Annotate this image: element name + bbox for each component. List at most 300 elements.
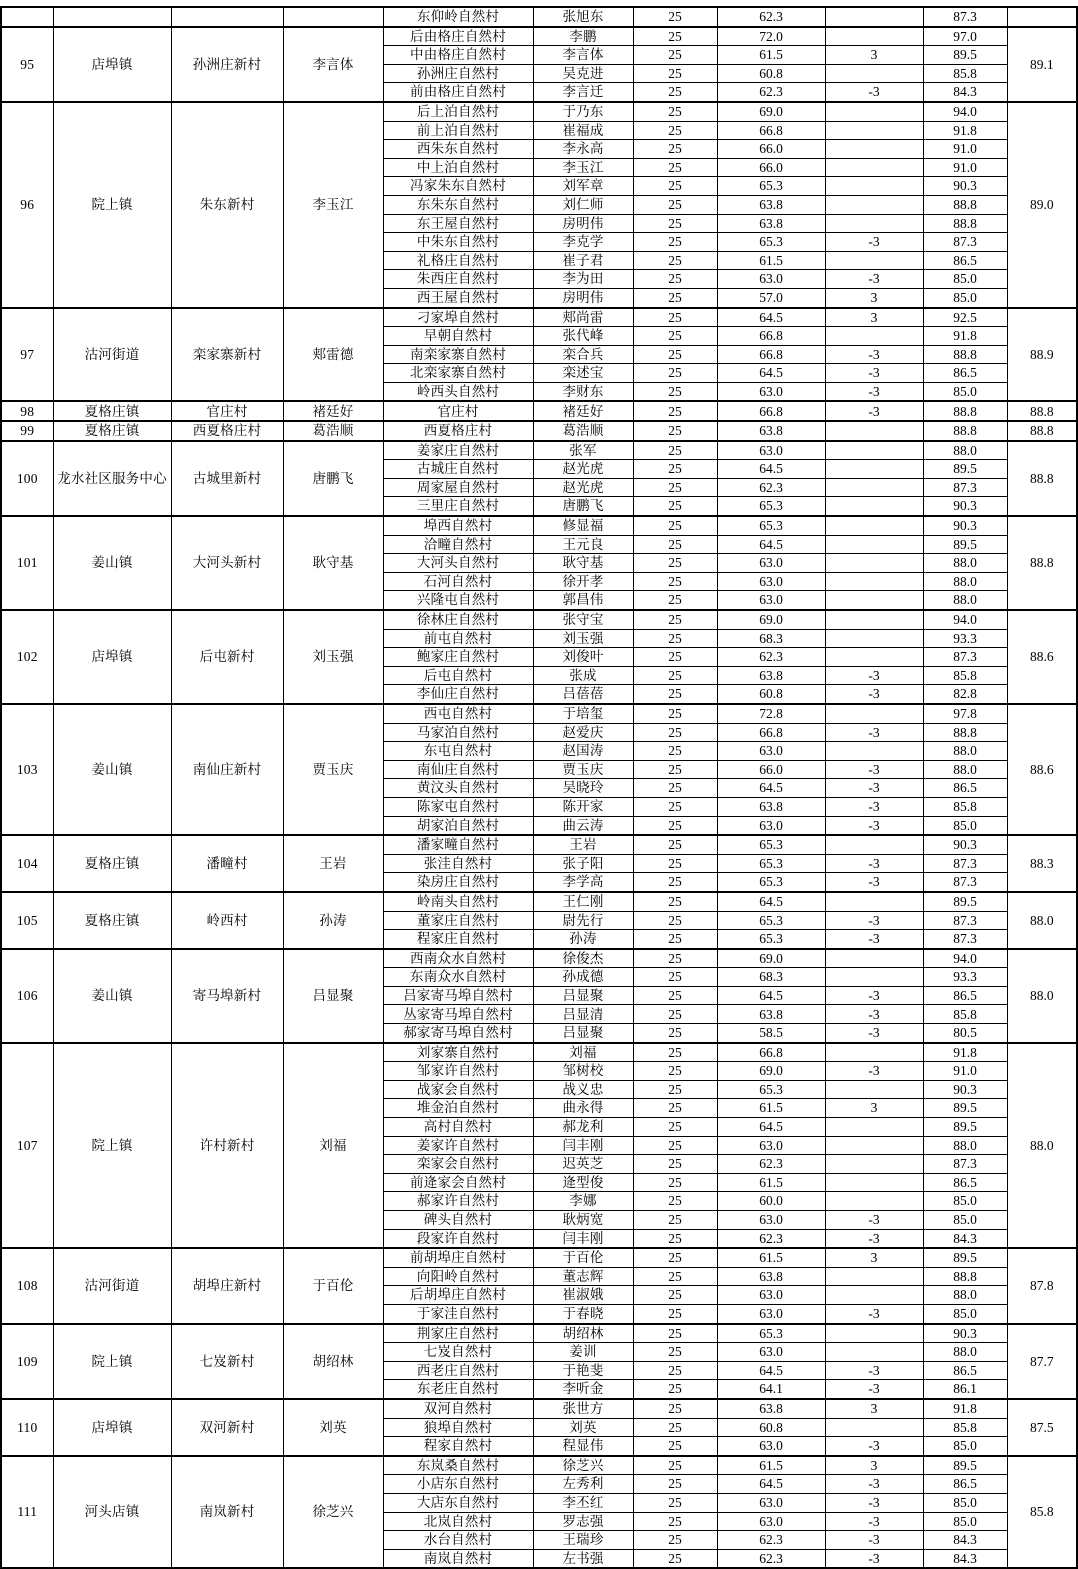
cell-person: 李听金 [533,1380,633,1399]
cell-village: 后屯新村 [171,610,283,704]
cell-base: 25 [633,83,717,102]
cell-base: 25 [633,1024,717,1043]
cell-person: 迟英芝 [533,1155,633,1174]
cell-natural-village: 小店东自然村 [383,1475,533,1494]
cell-natural-village: 三里庄自然村 [383,497,533,516]
cell-person: 张子阳 [533,854,633,873]
cell-person: 房明伟 [533,288,633,307]
cell-natural-village: 古城庄自然村 [383,460,533,479]
cell-natural-village: 陈家屯自然村 [383,797,533,816]
cell-adjust [825,421,923,441]
cell-index: 109 [1,1324,53,1399]
cell-score: 62.3 [717,1155,825,1174]
cell-adjust: -3 [825,1304,923,1323]
cell-base: 25 [633,1136,717,1155]
cell-total: 97.0 [923,27,1007,46]
cell-leader: 贾玉庆 [283,704,383,835]
cell-village: 西夏格庄村 [171,421,283,441]
cell-base: 25 [633,1512,717,1531]
cell-adjust [825,610,923,629]
table-row [1,1324,1077,1343]
cell-adjust: -3 [825,1437,923,1456]
cell-adjust: -3 [825,816,923,835]
cell-natural-village: 洽疃自然村 [383,535,533,554]
cell-base: 25 [633,1099,717,1118]
cell-score: 66.0 [717,760,825,779]
cell-score: 63.0 [717,1136,825,1155]
cell-base: 25 [633,288,717,307]
cell-town: 沽河街道 [53,1248,171,1323]
cell-total: 91.0 [923,158,1007,177]
cell-natural-village: 东岚桑自然村 [383,1456,533,1475]
cell-adjust [825,1136,923,1155]
cell-score: 63.0 [717,816,825,835]
cell-base: 25 [633,1192,717,1211]
cell-adjust [825,1118,923,1137]
cell-base: 25 [633,1304,717,1323]
cell-natural-village: 李仙庄自然村 [383,685,533,704]
cell-natural-village: 朱西庄自然村 [383,270,533,289]
cell-natural-village: 南栾家寨自然村 [383,345,533,364]
cell-person: 赵爱庆 [533,723,633,742]
cell-adjust [825,251,923,270]
cell-person: 徐开孝 [533,572,633,591]
cell-village: 南岚新村 [171,1456,283,1569]
cell-natural-village: 东屯自然村 [383,742,533,761]
cell-score: 63.0 [717,270,825,289]
cell-base: 25 [633,251,717,270]
cell-adjust: -3 [825,685,923,704]
cell-total: 84.3 [923,1229,1007,1248]
cell-natural-village: 前逄家会自然村 [383,1173,533,1192]
cell-total: 88.0 [923,554,1007,573]
cell-index: 105 [1,892,53,949]
cell-average: 88.8 [1007,441,1077,516]
cell-base: 25 [633,779,717,798]
cell-natural-village: 后屯自然村 [383,666,533,685]
cell-person: 刘玉强 [533,629,633,648]
cell-base: 25 [633,327,717,346]
cell-score: 64.5 [717,1118,825,1137]
cell-town: 夏格庄镇 [53,421,171,441]
cell-person: 闫丰刚 [533,1229,633,1248]
cell-base: 25 [633,742,717,761]
cell-natural-village: 南仙庄自然村 [383,760,533,779]
cell-adjust: -3 [825,1024,923,1043]
cell-adjust [825,949,923,968]
cell-person: 左书强 [533,1549,633,1568]
cell-base: 25 [633,835,717,854]
cell-base: 25 [633,1248,717,1267]
cell-total: 89.5 [923,1099,1007,1118]
cell-natural-village: 大店东自然村 [383,1493,533,1512]
cell-leader: 唐鹏飞 [283,441,383,516]
cell-adjust [825,572,923,591]
cell-natural-village: 早朝自然村 [383,327,533,346]
cell-town: 店埠镇 [53,610,171,704]
cell-average: 88.0 [1007,892,1077,949]
cell-base: 25 [633,1493,717,1512]
cell-base: 25 [633,949,717,968]
cell-person: 葛浩顺 [533,421,633,441]
cell-total: 85.0 [923,1304,1007,1323]
cell-village: 许村新村 [171,1043,283,1249]
cell-adjust [825,140,923,159]
cell-adjust [825,214,923,233]
cell-average: 87.5 [1007,1399,1077,1456]
cell-adjust: 3 [825,1248,923,1267]
cell-base: 25 [633,760,717,779]
cell-adjust [825,102,923,121]
cell-total: 82.8 [923,685,1007,704]
cell-adjust: -3 [825,1229,923,1248]
cell-score: 57.0 [717,288,825,307]
cell-adjust: -3 [825,364,923,383]
table-row [1,1399,1077,1418]
cell-total: 86.5 [923,364,1007,383]
cell-score: 63.0 [717,591,825,610]
cell-total: 88.0 [923,742,1007,761]
cell-natural-village: 埠西自然村 [383,516,533,535]
table-row [1,1456,1077,1475]
cell-score: 68.3 [717,629,825,648]
cell-natural-village: 东仰岭自然村 [383,7,533,27]
cell-score: 69.0 [717,949,825,968]
cell-natural-village: 刘家寨自然村 [383,1043,533,1062]
cell-score: 60.8 [717,1418,825,1437]
cell-base: 25 [633,1043,717,1062]
cell-average: 88.0 [1007,1043,1077,1249]
cell-village: 胡埠庄新村 [171,1248,283,1323]
cell-total: 87.3 [923,873,1007,892]
cell-leader [283,7,383,27]
cell-adjust: -3 [825,1211,923,1230]
cell-base: 25 [633,629,717,648]
cell-natural-village: 姜家庄自然村 [383,441,533,460]
cell-score: 61.5 [717,46,825,65]
cell-base: 25 [633,158,717,177]
cell-base: 25 [633,1399,717,1418]
cell-village [171,7,283,27]
cell-natural-village: 双河自然村 [383,1399,533,1418]
cell-base: 25 [633,704,717,723]
cell-adjust: -3 [825,270,923,289]
cell-total: 88.8 [923,401,1007,421]
cell-person: 吕蓓蓓 [533,685,633,704]
cell-score: 63.0 [717,1211,825,1230]
cell-natural-village: 东王屋自然村 [383,214,533,233]
cell-base: 25 [633,214,717,233]
cell-index: 103 [1,704,53,835]
cell-average: 88.8 [1007,516,1077,610]
scoring-table [0,6,1078,1569]
cell-score: 64.5 [717,364,825,383]
cell-person: 赵国涛 [533,742,633,761]
cell-total: 85.0 [923,1512,1007,1531]
cell-adjust [825,177,923,196]
cell-total: 80.5 [923,1024,1007,1043]
table-row [1,27,1077,46]
cell-score: 61.5 [717,251,825,270]
cell-score: 64.5 [717,1475,825,1494]
cell-base: 25 [633,1173,717,1192]
cell-adjust: 3 [825,46,923,65]
cell-score: 61.5 [717,1099,825,1118]
cell-average: 88.6 [1007,610,1077,704]
cell-natural-village: 鲍家庄自然村 [383,648,533,667]
cell-natural-village: 堆金泊自然村 [383,1099,533,1118]
table-row [1,1248,1077,1267]
cell-index [1,7,53,27]
cell-base: 25 [633,516,717,535]
table-row [1,1043,1077,1062]
cell-village: 大河头新村 [171,516,283,610]
cell-adjust: -3 [825,1005,923,1024]
cell-base: 25 [633,345,717,364]
cell-person: 耿守基 [533,554,633,573]
cell-village: 朱东新村 [171,102,283,308]
cell-score: 62.3 [717,1229,825,1248]
cell-base: 25 [633,1286,717,1305]
cell-adjust: -3 [825,1361,923,1380]
cell-natural-village: 于家洼自然村 [383,1304,533,1323]
cell-leader: 刘英 [283,1399,383,1456]
cell-person: 董志辉 [533,1267,633,1286]
cell-natural-village: 黄汶头自然村 [383,779,533,798]
cell-leader: 李玉江 [283,102,383,308]
cell-score: 66.8 [717,327,825,346]
cell-total: 85.8 [923,1005,1007,1024]
cell-base: 25 [633,873,717,892]
cell-base: 25 [633,816,717,835]
cell-score: 72.8 [717,704,825,723]
cell-score: 63.8 [717,195,825,214]
cell-village: 栾家寨新村 [171,308,283,402]
cell-index: 104 [1,835,53,892]
cell-adjust: 3 [825,308,923,327]
cell-base: 25 [633,1267,717,1286]
table-row [1,835,1077,854]
cell-score: 63.0 [717,1343,825,1362]
cell-score: 64.5 [717,1361,825,1380]
cell-adjust: -3 [825,1062,923,1081]
cell-town [53,7,171,27]
cell-average: 88.0 [1007,949,1077,1043]
cell-natural-village: 兴隆屯自然村 [383,591,533,610]
cell-adjust: -3 [825,1493,923,1512]
cell-base: 25 [633,46,717,65]
cell-village: 七岌新村 [171,1324,283,1399]
cell-total: 88.0 [923,760,1007,779]
cell-index: 108 [1,1248,53,1323]
cell-total: 91.0 [923,1062,1007,1081]
cell-score: 60.8 [717,64,825,83]
cell-leader: 李言体 [283,27,383,102]
cell-base: 25 [633,382,717,401]
cell-total: 89.5 [923,535,1007,554]
cell-total: 86.5 [923,986,1007,1005]
cell-average: 89.1 [1007,27,1077,102]
cell-village: 潘疃村 [171,835,283,892]
cell-total: 92.5 [923,308,1007,327]
cell-natural-village: 中上泊自然村 [383,158,533,177]
cell-total: 94.0 [923,102,1007,121]
cell-base: 25 [633,1475,717,1494]
cell-adjust [825,1324,923,1343]
cell-natural-village: 岭西头自然村 [383,382,533,401]
cell-average [1007,7,1077,27]
cell-index: 100 [1,441,53,516]
cell-person: 李言迁 [533,83,633,102]
cell-town: 龙水社区服务中心 [53,441,171,516]
cell-score: 65.3 [717,233,825,252]
cell-score: 66.8 [717,401,825,421]
cell-total: 88.0 [923,572,1007,591]
cell-base: 25 [633,460,717,479]
cell-score: 65.3 [717,177,825,196]
cell-person: 姜训 [533,1343,633,1362]
cell-base: 25 [633,401,717,421]
cell-total: 86.5 [923,1475,1007,1494]
cell-natural-village: 西老庄自然村 [383,1361,533,1380]
cell-base: 25 [633,723,717,742]
cell-score: 69.0 [717,610,825,629]
cell-natural-village: 郝家寄马埠自然村 [383,1024,533,1043]
cell-index: 106 [1,949,53,1043]
cell-total: 94.0 [923,949,1007,968]
cell-base: 25 [633,7,717,27]
cell-score: 63.8 [717,1267,825,1286]
cell-natural-village: 潘家疃自然村 [383,835,533,854]
cell-base: 25 [633,497,717,516]
cell-base: 25 [633,27,717,46]
table-row [1,892,1077,911]
cell-person: 程显伟 [533,1437,633,1456]
cell-natural-village: 栾家会自然村 [383,1155,533,1174]
cell-adjust [825,1267,923,1286]
table-row [1,102,1077,121]
cell-person: 于百伦 [533,1248,633,1267]
cell-natural-village: 前胡埠庄自然村 [383,1248,533,1267]
cell-leader: 郏雷德 [283,308,383,402]
cell-town: 院上镇 [53,102,171,308]
cell-adjust [825,591,923,610]
cell-person: 刘俊叶 [533,648,633,667]
table-row [1,421,1077,441]
cell-adjust [825,516,923,535]
cell-adjust [825,441,923,460]
cell-person: 孙涛 [533,930,633,949]
cell-score: 65.3 [717,497,825,516]
cell-person: 贾玉庆 [533,760,633,779]
cell-total: 88.0 [923,1136,1007,1155]
cell-total: 85.0 [923,288,1007,307]
cell-adjust [825,968,923,987]
cell-total: 87.3 [923,854,1007,873]
cell-natural-village: 冯家朱东自然村 [383,177,533,196]
cell-adjust: -3 [825,723,923,742]
cell-person: 尉先行 [533,911,633,930]
cell-total: 90.3 [923,177,1007,196]
cell-score: 66.8 [717,723,825,742]
cell-total: 87.3 [923,930,1007,949]
cell-adjust [825,7,923,27]
cell-adjust: -3 [825,797,923,816]
cell-person: 于培玺 [533,704,633,723]
cell-total: 84.3 [923,1531,1007,1550]
cell-natural-village: 马家泊自然村 [383,723,533,742]
cell-person: 李克学 [533,233,633,252]
cell-base: 25 [633,441,717,460]
cell-adjust [825,535,923,554]
cell-natural-village: 南岚自然村 [383,1549,533,1568]
cell-adjust [825,742,923,761]
cell-score: 63.0 [717,441,825,460]
cell-base: 25 [633,911,717,930]
cell-base: 25 [633,1531,717,1550]
cell-total: 85.8 [923,64,1007,83]
cell-index: 101 [1,516,53,610]
cell-score: 63.8 [717,1005,825,1024]
cell-total: 97.8 [923,704,1007,723]
cell-score: 63.0 [717,554,825,573]
cell-town: 院上镇 [53,1043,171,1249]
cell-score: 62.3 [717,478,825,497]
cell-person: 栾述宝 [533,364,633,383]
cell-score: 65.3 [717,1080,825,1099]
cell-index: 95 [1,27,53,102]
cell-total: 85.8 [923,666,1007,685]
cell-base: 25 [633,591,717,610]
cell-town: 姜山镇 [53,949,171,1043]
cell-base: 25 [633,1549,717,1568]
cell-total: 89.5 [923,1118,1007,1137]
cell-score: 60.8 [717,685,825,704]
table-row [1,949,1077,968]
cell-person: 左秀利 [533,1475,633,1494]
cell-natural-village: 大河头自然村 [383,554,533,573]
cell-natural-village: 胡家泊自然村 [383,816,533,835]
cell-score: 65.3 [717,516,825,535]
cell-village: 古城里新村 [171,441,283,516]
cell-score: 63.0 [717,1493,825,1512]
cell-total: 88.8 [923,723,1007,742]
cell-score: 62.3 [717,83,825,102]
cell-person: 唐鹏飞 [533,497,633,516]
cell-person: 陈开家 [533,797,633,816]
cell-person: 吕显聚 [533,1024,633,1043]
cell-person: 李丕红 [533,1493,633,1512]
cell-adjust: -3 [825,401,923,421]
cell-person: 李学高 [533,873,633,892]
cell-total: 85.0 [923,382,1007,401]
cell-village: 双河新村 [171,1399,283,1456]
cell-leader: 刘福 [283,1043,383,1249]
cell-total: 90.3 [923,1324,1007,1343]
cell-person: 崔淑娥 [533,1286,633,1305]
cell-natural-village: 官庄村 [383,401,533,421]
cell-adjust: -3 [825,1380,923,1399]
cell-person: 王瑞珍 [533,1531,633,1550]
cell-person: 邹树校 [533,1062,633,1081]
cell-total: 94.0 [923,610,1007,629]
cell-base: 25 [633,1211,717,1230]
cell-total: 88.0 [923,1286,1007,1305]
cell-index: 107 [1,1043,53,1249]
cell-total: 90.3 [923,835,1007,854]
cell-base: 25 [633,1456,717,1475]
cell-total: 88.8 [923,195,1007,214]
